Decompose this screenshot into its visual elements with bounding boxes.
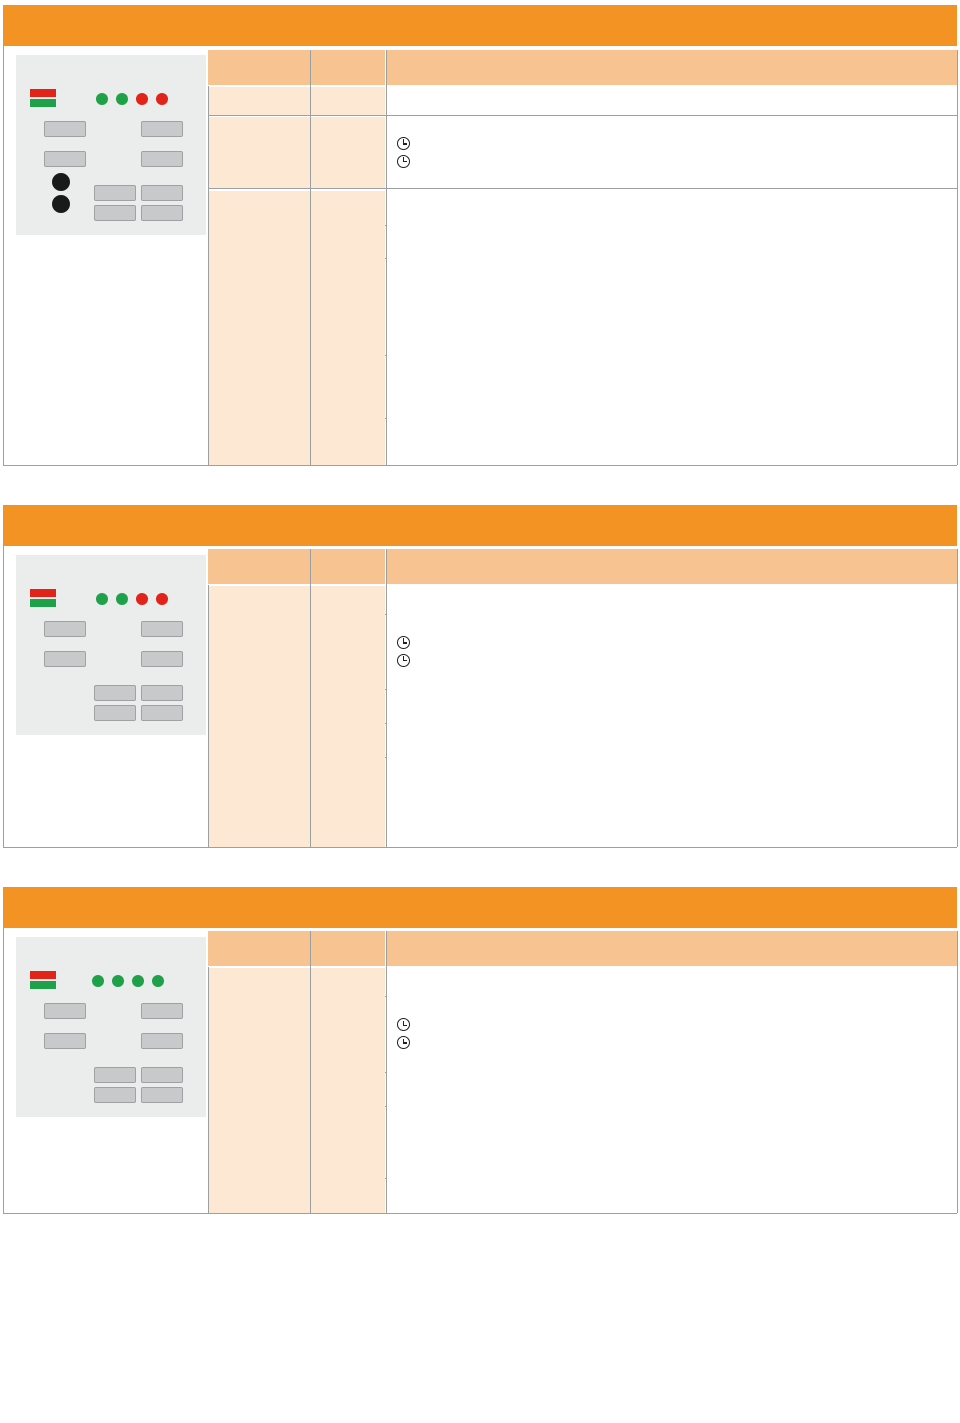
description-cell	[396, 689, 955, 723]
green-indicator	[30, 599, 56, 607]
table-bottom-border	[3, 847, 957, 848]
function-cell	[208, 586, 310, 614]
button-cell	[310, 614, 385, 689]
fm-key[interactable]	[141, 121, 183, 137]
volume-up-key[interactable]	[141, 151, 183, 167]
button-cell	[310, 689, 385, 723]
device-photo	[16, 937, 206, 1117]
description-text	[396, 135, 955, 170]
description-cell	[396, 586, 955, 614]
function-cell	[208, 355, 310, 418]
function-cell	[208, 689, 310, 723]
header-tlacitko	[310, 549, 385, 584]
column-divider	[386, 50, 387, 465]
column-divider	[386, 931, 387, 1213]
description-cell	[396, 117, 955, 188]
button-cell	[310, 723, 385, 757]
header-popis	[386, 931, 957, 966]
column-divider	[208, 967, 209, 1213]
function-cell	[208, 1178, 310, 1213]
description-cell	[396, 191, 955, 225]
description-cell	[396, 723, 955, 757]
description-cell	[396, 757, 955, 847]
button-cell	[310, 1072, 385, 1106]
jack-socket	[52, 173, 70, 191]
column-divider	[208, 585, 209, 847]
function-cell	[208, 191, 310, 225]
select-key[interactable]	[94, 1087, 136, 1103]
section-title	[3, 505, 957, 546]
green-indicator	[30, 99, 56, 107]
function-cell	[208, 723, 310, 757]
status-led	[136, 593, 148, 605]
status-led	[156, 93, 168, 105]
column-divider	[957, 50, 958, 465]
section-title	[3, 887, 957, 928]
description-cell	[396, 614, 955, 689]
fm-key[interactable]	[141, 1003, 183, 1019]
select-key[interactable]	[94, 705, 136, 721]
row-divider	[208, 115, 957, 116]
column-divider	[957, 549, 958, 847]
status-led	[132, 975, 144, 987]
row-divider	[208, 188, 957, 189]
description-cell	[396, 996, 955, 1072]
header-popis	[386, 549, 957, 584]
header-tlacitko	[310, 50, 385, 85]
onoff-key[interactable]	[141, 205, 183, 221]
header-popis	[386, 50, 957, 85]
description-line	[396, 1034, 955, 1052]
description-cell	[396, 418, 955, 465]
status-led	[96, 93, 108, 105]
description-cell	[396, 225, 955, 258]
onoff-key[interactable]	[141, 705, 183, 721]
fm-key[interactable]	[141, 621, 183, 637]
description-cell	[396, 1178, 955, 1213]
function-cell	[208, 1072, 310, 1106]
onoff-key[interactable]	[141, 1087, 183, 1103]
clock-icon	[397, 137, 410, 150]
description-line	[396, 135, 955, 153]
description-line	[396, 652, 955, 670]
button-cell	[310, 87, 385, 115]
table-left-border	[3, 928, 4, 1213]
status-led	[92, 975, 104, 987]
button-cell	[310, 586, 385, 614]
description-cell	[396, 355, 955, 418]
timer-key[interactable]	[44, 621, 86, 637]
header-funkce	[208, 50, 310, 85]
header-funkce	[208, 931, 310, 966]
button-cell	[310, 355, 385, 418]
volume-down-key[interactable]	[44, 1033, 86, 1049]
status-led	[96, 593, 108, 605]
description-text	[396, 634, 955, 669]
button-cell	[310, 757, 385, 847]
button-cell	[310, 191, 385, 225]
scan-down-key[interactable]	[94, 185, 136, 201]
status-led	[152, 975, 164, 987]
scan-up-key[interactable]	[141, 185, 183, 201]
scan-up-key[interactable]	[141, 1067, 183, 1083]
function-cell	[208, 614, 310, 689]
table-left-border	[3, 46, 4, 465]
status-led	[156, 593, 168, 605]
clock-icon	[397, 636, 410, 649]
select-key[interactable]	[94, 205, 136, 221]
button-cell	[310, 996, 385, 1072]
column-divider	[386, 549, 387, 847]
function-cell	[208, 418, 310, 465]
volume-down-key[interactable]	[44, 151, 86, 167]
device-photo	[16, 55, 206, 235]
function-cell	[208, 968, 310, 996]
description-line	[396, 634, 955, 652]
clock-icon	[397, 1036, 410, 1049]
function-cell	[208, 87, 310, 115]
description-cell	[396, 968, 955, 996]
scan-up-key[interactable]	[141, 685, 183, 701]
button-cell	[310, 117, 385, 188]
description-cell	[396, 87, 955, 115]
column-divider	[208, 86, 209, 465]
section-title	[3, 5, 957, 46]
button-cell	[310, 258, 385, 355]
status-led	[112, 975, 124, 987]
function-cell	[208, 757, 310, 847]
clock-icon	[397, 654, 410, 667]
description-cell	[396, 258, 955, 355]
table-bottom-border	[3, 465, 957, 466]
function-cell	[208, 996, 310, 1072]
column-divider	[310, 931, 311, 1213]
description-line	[396, 153, 955, 171]
device-photo	[16, 555, 206, 735]
column-divider	[957, 931, 958, 1213]
red-indicator	[30, 89, 56, 97]
table-bottom-border	[3, 1213, 957, 1214]
function-cell	[208, 1106, 310, 1178]
red-indicator	[30, 589, 56, 597]
button-cell	[310, 1178, 385, 1213]
description-text	[396, 1016, 955, 1051]
description-cell	[396, 1072, 955, 1106]
volume-up-key[interactable]	[141, 651, 183, 667]
jack-socket	[52, 195, 70, 213]
description-line	[396, 1016, 955, 1034]
button-cell	[310, 225, 385, 258]
button-cell	[310, 418, 385, 465]
green-indicator	[30, 981, 56, 989]
clock-icon	[397, 155, 410, 168]
function-cell	[208, 258, 310, 355]
clock-icon	[397, 1018, 410, 1031]
table-left-border	[3, 546, 4, 847]
red-indicator	[30, 971, 56, 979]
scan-down-key[interactable]	[94, 1067, 136, 1083]
header-tlacitko	[310, 931, 385, 966]
function-cell	[208, 225, 310, 258]
timer-key[interactable]	[44, 1003, 86, 1019]
timer-key[interactable]	[44, 121, 86, 137]
volume-down-key[interactable]	[44, 651, 86, 667]
status-led	[136, 93, 148, 105]
column-divider	[310, 50, 311, 465]
column-divider	[310, 549, 311, 847]
description-cell	[396, 1106, 955, 1178]
header-funkce	[208, 549, 310, 584]
button-cell	[310, 968, 385, 996]
status-led	[116, 593, 128, 605]
status-led	[116, 93, 128, 105]
button-cell	[310, 1106, 385, 1178]
volume-up-key[interactable]	[141, 1033, 183, 1049]
function-cell	[208, 117, 310, 188]
scan-down-key[interactable]	[94, 685, 136, 701]
